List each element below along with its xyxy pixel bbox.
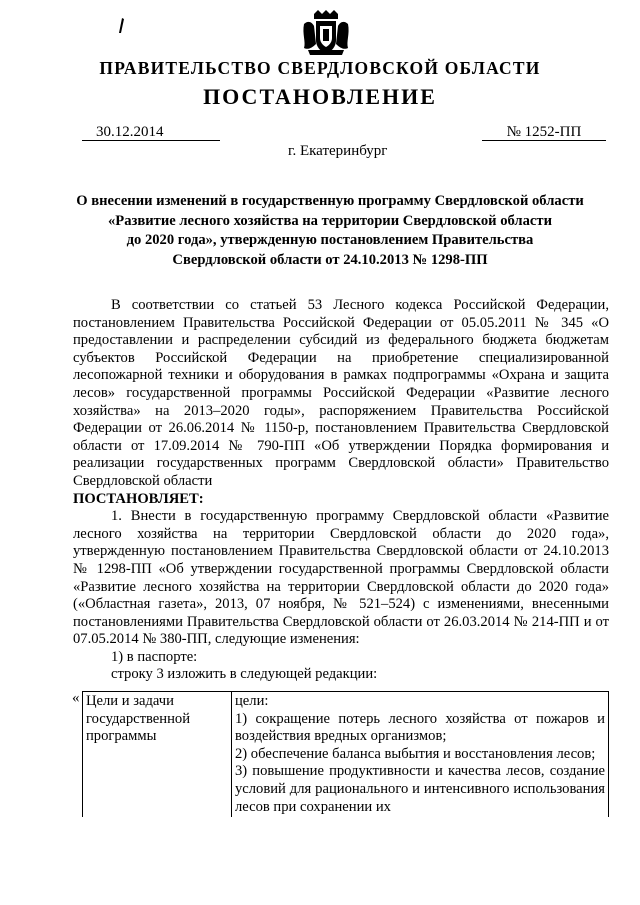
table-cell-label <box>83 692 232 818</box>
preamble-paragraph: В соответствии со статьей 53 Лесного кодекса Российской Федерации, постановлением Правительства Российской Федерации от 05.05.2011 № 345 «О предоставлении и распределении субсидий из федерального бюджета бюджетам субъектов Российской Федерации на приобретение специализированной лесопожарной техники и оборудования в рамках подпрограммы «Охрана и защита лесов» государственной программы Российской Федерации «Развитие лесного хозяйства» на 2013–2020 годы», распоряжением Правительства Российской Федерации от 26.06.2014 № 1150-р, постановлением Правительства Свердловской области от 17.09.2014 № 790-ПП «Об утверждении Порядка формирования и реализации государственных программ Свердловской области» Правительство Свердловской области <box>73 297 609 489</box>
subject-line: до 2020 года», утвержденную постановлением Правительства <box>126 232 534 249</box>
document-body <box>73 297 609 684</box>
goals-intro: цели: <box>235 693 269 709</box>
label-line: государственной <box>86 710 191 727</box>
handwritten-mark-icon <box>117 17 125 35</box>
label-line: программы <box>86 728 157 745</box>
subject-line: Свердловской области от 24.10.2013 № 1298-ПП <box>172 251 488 268</box>
decree-word: ПОСТАНОВЛЯЕТ: <box>73 490 204 507</box>
subject-line: О внесении изменений в государственную программу Свердловской области <box>76 193 584 209</box>
sub-item-1: 1) в паспорте: <box>111 648 198 665</box>
document-subject <box>70 192 590 270</box>
sub-item-1-line: строку 3 изложить в следующей редакции: <box>111 666 378 683</box>
program-passport-table <box>82 691 609 817</box>
coat-of-arms-icon <box>300 10 352 56</box>
government-title: ПРАВИТЕЛЬСТВО СВЕРДЛОВСКОЙ ОБЛАСТИ <box>99 58 541 78</box>
goal-item: 3) повышение продуктивности и качества лесов, создание условий для рационального и интенсивного использования лесов при сохранении их <box>235 763 605 815</box>
document-number: № 1252-ПП <box>482 124 606 141</box>
table-cell-content <box>232 692 609 818</box>
table-row <box>83 692 609 818</box>
open-quote: « <box>72 690 80 706</box>
label-line: Цели и задачи <box>86 693 174 709</box>
goal-item: 2) обеспечение баланса выбытия и восстановления лесов; <box>235 745 596 762</box>
goal-item: 1) сокращение потерь лесного хозяйства от пожаров и воздействия вредных организмов; <box>235 710 605 745</box>
document-city: г. Екатеринбург <box>288 143 388 159</box>
subject-line: «Развитие лесного хозяйства на территории Свердловской области <box>108 212 552 229</box>
document-date: 30.12.2014 <box>82 124 220 141</box>
item-1-paragraph: 1. Внести в государственную программу Свердловской области «Развитие лесного хозяйства на территории Свердловской области до 2020 года», утвержденную постановлением Правительства Свердловской области от 24.10.2013 № 1298-ПП «Об утверждении государственной программы Свердловской области «Развитие лесного хозяйства на территории Свердловской области до 2020 года» («Областная газета», 2013, 07 ноября, № 521–524) с изменениями, внесенными постановлениями Правительства Свердловской области от 26.03.2014 № 214-ПП и от 07.05.2014 № 380-ПП, следующие изменения: <box>73 508 609 648</box>
document-type-title: ПОСТАНОВЛЕНИЕ <box>203 84 437 109</box>
